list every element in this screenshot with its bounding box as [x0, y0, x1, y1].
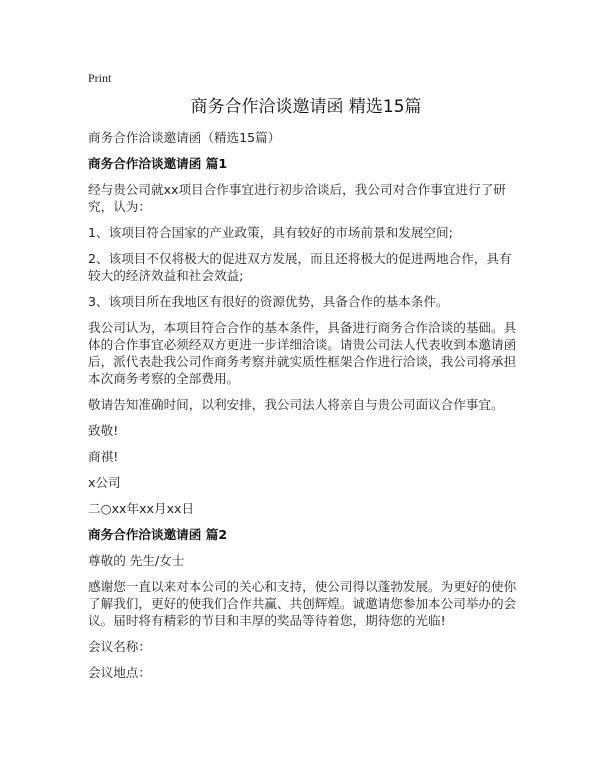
paragraph: 2、该项目不仅将极大的促进双方发展，而且还将极大的促进两地合作，具有较大的经济效益和社会效益;	[88, 251, 512, 283]
section-heading-1: 商务合作洽谈邀请函 篇1	[88, 156, 228, 171]
print-link[interactable]: Print	[88, 71, 112, 85]
paragraph: 敬请告知准确时间，以利安排，我公司法人将亲自与贵公司面议合作事宜。	[88, 397, 504, 412]
document-title: 商务合作洽谈邀请函 精选15篇	[190, 97, 422, 117]
paragraph: 1、该项目符合国家的产业政策，具有较好的市场前景和发展空间;	[88, 225, 453, 240]
paragraph: 3、该项目所在我地区有很好的资源优势，具备合作的基本条件。	[88, 294, 449, 309]
greeting: 尊敬的 先生/女士	[88, 553, 185, 568]
meeting-name-label: 会议名称：	[88, 639, 151, 654]
signature-date: 二○xx年xx月xx日	[88, 501, 195, 516]
paragraph: 经与贵公司就xx项目合作事宜进行初步洽谈后，我公司对合作事宜进行了研究，认为：	[88, 182, 506, 214]
meeting-location-label: 会议地点：	[88, 665, 151, 680]
section-heading-2: 商务合作洽谈邀请函 篇2	[88, 527, 228, 542]
closing-regards: 商祺!	[88, 449, 119, 464]
closing-salutation: 致敬!	[88, 423, 119, 438]
signature-company: x公司	[88, 475, 121, 490]
paragraph: 我公司认为，本项目符合合作的基本条件，具备进行商务合作洽谈的基础。具体的合作事宜必须经双方更进一步详细洽谈。请贵公司法人代表收到本邀请函后，派代表赴我公司作商务考察并就实质性框架合作进行洽谈，我公司将承担本次商务考察的全部费用。	[88, 320, 517, 386]
paragraph: 感谢您一直以来对本公司的关心和支持，使公司得以蓬勃发展。为更好的使你了解我们，更好的使我们合作共赢、共创辉煌。诚邀请您参加本公司举办的会议。届时将有精彩的节目和丰厚的奖品等待着您，期待您的光临!	[88, 579, 517, 628]
document-subtitle: 商务合作洽谈邀请函（精选15篇）	[88, 130, 281, 145]
document-page	[88, 70, 524, 690]
